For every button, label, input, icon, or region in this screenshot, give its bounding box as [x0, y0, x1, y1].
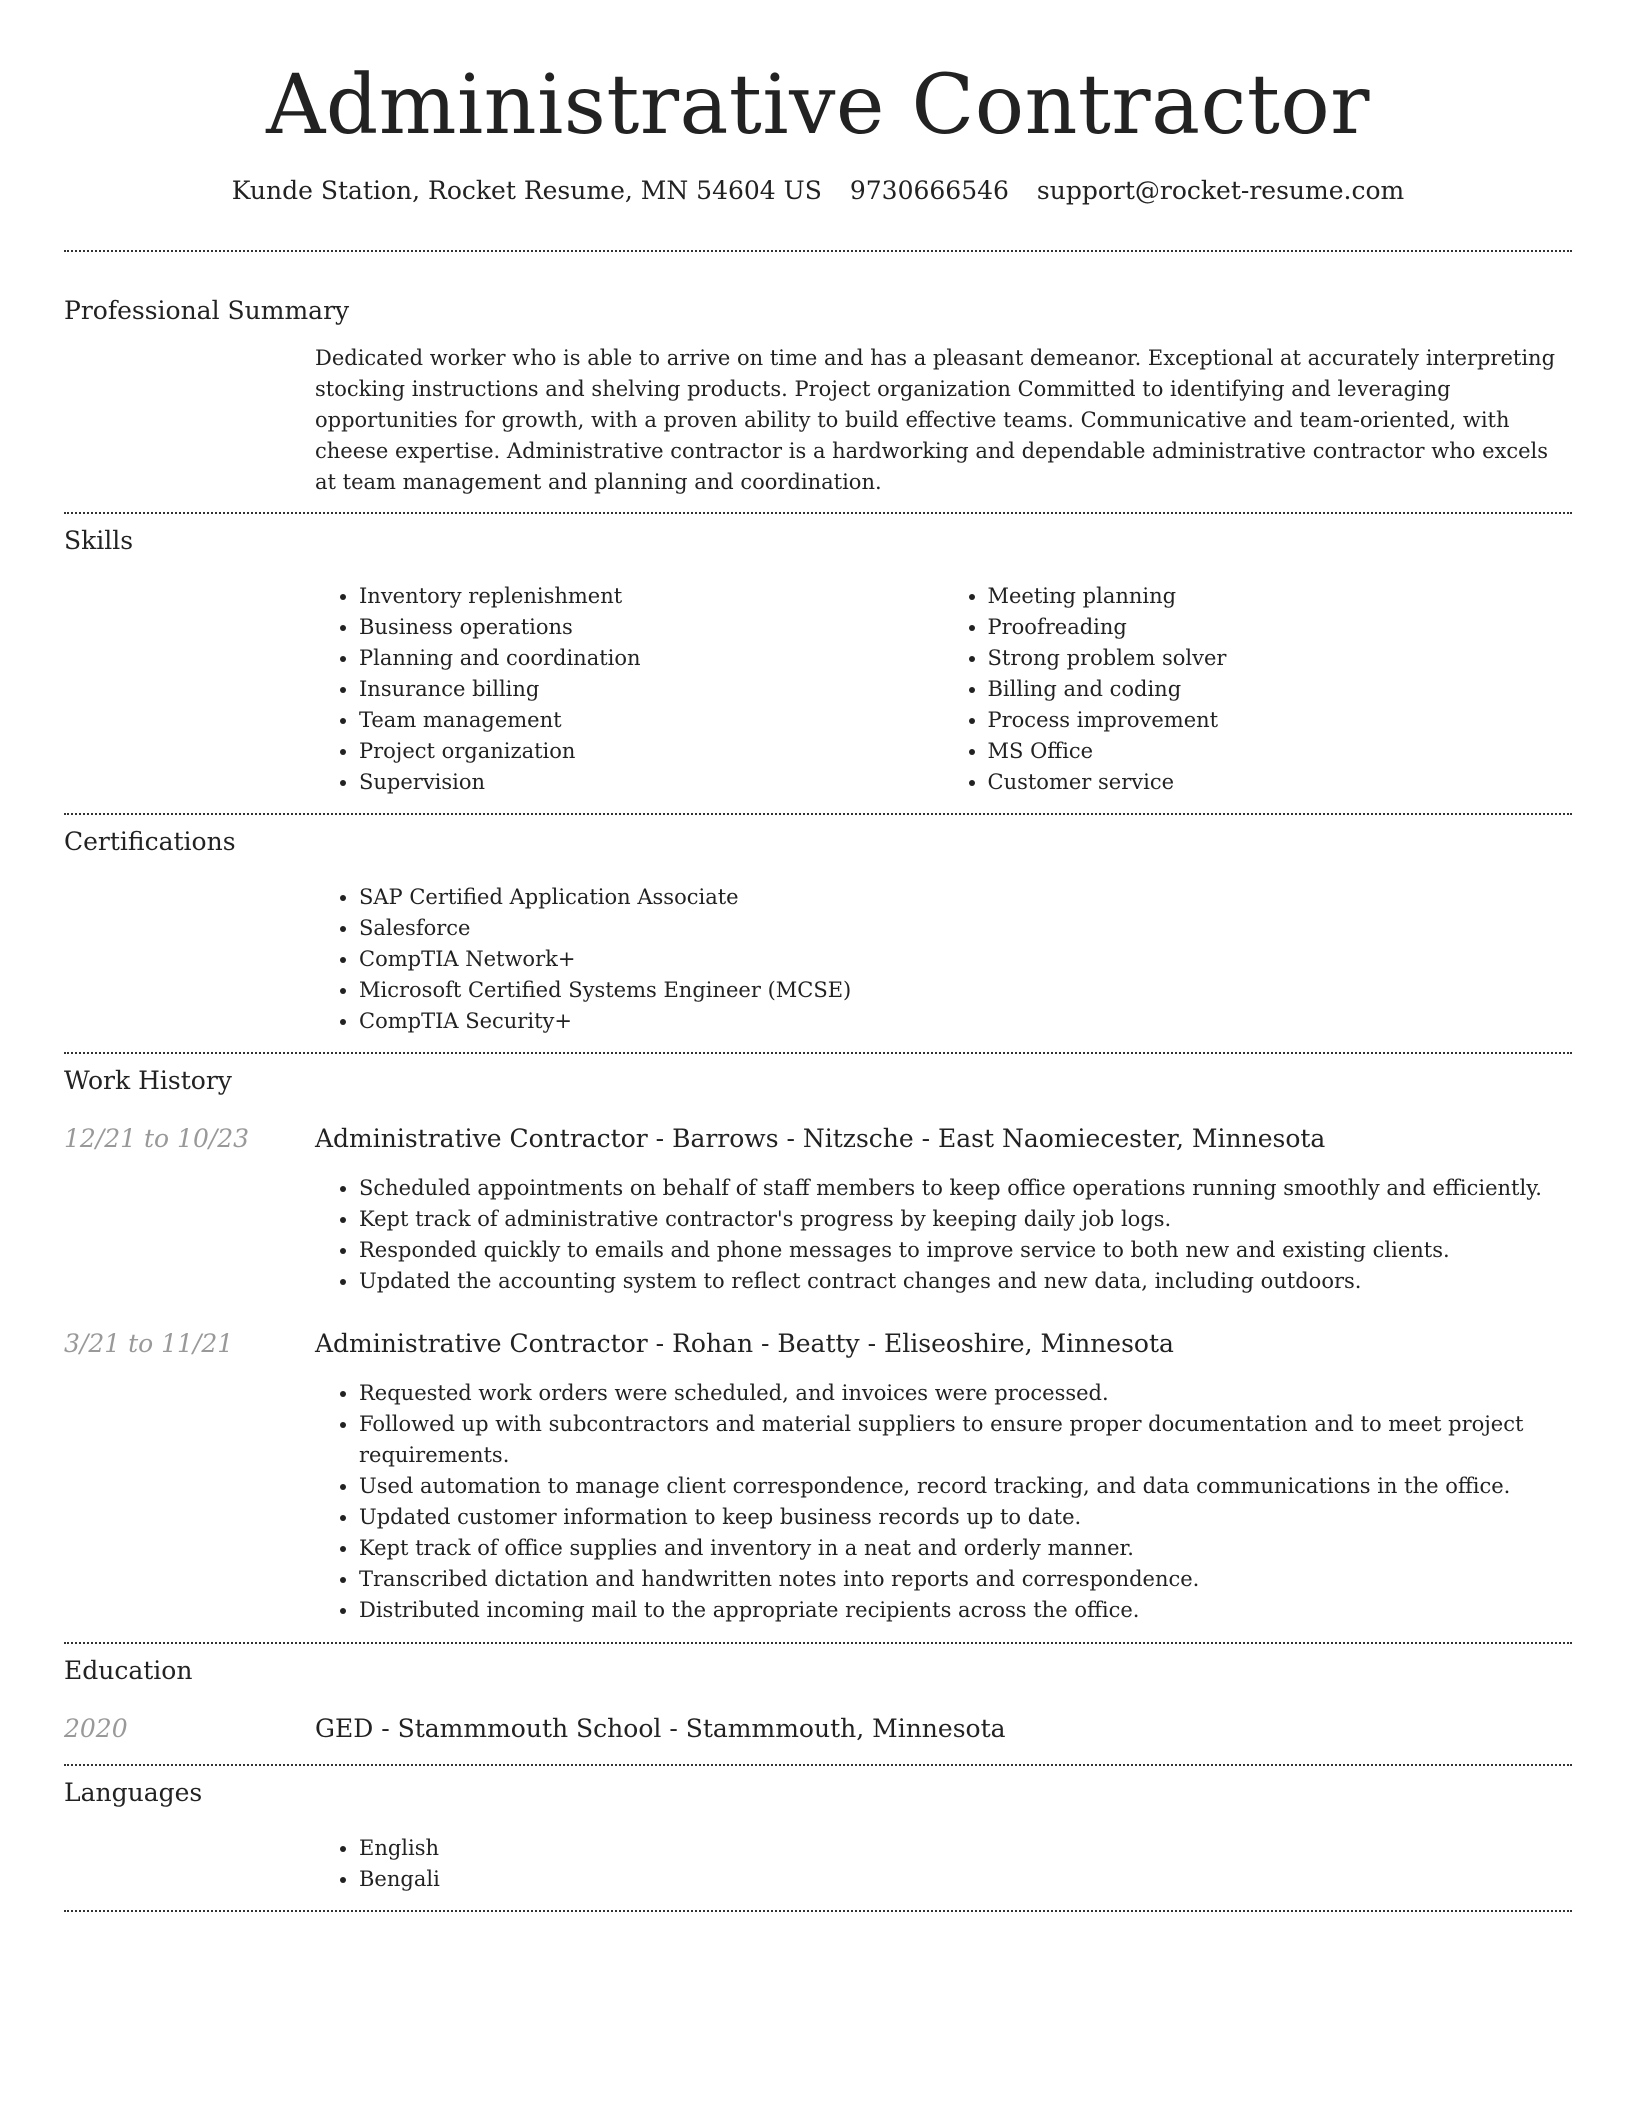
skills-section: [64, 514, 1572, 798]
languages-section: [64, 1766, 1572, 1895]
list-item: • Scheduled appointments on behalf of staff members to keep office operations running smoothly and efficiently.: [359, 1173, 1572, 1204]
list-item: • English: [359, 1833, 1572, 1864]
job-entry: [64, 1124, 1572, 1297]
work-history-heading: Work History: [64, 1066, 232, 1095]
list-item: • Business operations: [359, 612, 944, 643]
certifications-heading: Certifications: [64, 827, 236, 856]
work-history-section: [64, 1054, 1572, 1626]
list-item: • CompTIA Security+: [359, 1006, 1572, 1037]
education-year: 2020: [64, 1714, 128, 1743]
skills-columns: [315, 581, 1572, 798]
candidate-name: Administrative Contractor: [266, 58, 1370, 153]
languages-body: [315, 1833, 1572, 1895]
job-title: Administrative Contractor - Rohan - Beatty - Eliseoshire, Minnesota: [315, 1329, 1174, 1358]
skills-list-left: [315, 581, 944, 798]
list-item: • MS Office: [988, 736, 1573, 767]
job-bullets: [315, 1173, 1572, 1297]
list-item: • Bengali: [359, 1864, 1572, 1895]
list-item: • Kept track of office supplies and inventory in a neat and orderly manner.: [359, 1533, 1572, 1564]
certifications-list: [315, 882, 1572, 1037]
list-item: • Process improvement: [988, 705, 1573, 736]
education-section: [64, 1644, 1572, 1744]
list-item: • Salesforce: [359, 913, 1572, 944]
list-item: • Proofreading: [988, 612, 1573, 643]
skills-heading: Skills: [64, 526, 134, 555]
job-dates: 12/21 to 10/23: [64, 1124, 250, 1153]
job-dates: 3/21 to 11/21: [64, 1329, 234, 1358]
list-item: • Requested work orders were scheduled, and invoices were processed.: [359, 1378, 1572, 1409]
list-item: • Used automation to manage client correspondence, record tracking, and data communications in the office.: [359, 1471, 1572, 1502]
certifications-body: [315, 882, 1572, 1037]
job-bullets: [315, 1378, 1572, 1626]
summary-section: [64, 252, 1572, 498]
list-item: • SAP Certified Application Associate: [359, 882, 1572, 913]
languages-heading: Languages: [64, 1778, 203, 1807]
contact-phone: 9730666546: [849, 176, 1009, 205]
languages-list: [315, 1833, 1572, 1895]
list-item: • Kept track of administrative contractor's progress by keeping daily job logs.: [359, 1204, 1572, 1235]
contact-email: support@rocket-resume.com: [1036, 176, 1405, 205]
education-heading: Education: [64, 1656, 193, 1685]
certifications-section: [64, 815, 1572, 1037]
list-item: • Team management: [359, 705, 944, 736]
list-item: • Followed up with subcontractors and material suppliers to ensure proper documentation and to meet project requirements.: [359, 1409, 1572, 1471]
summary-text: Dedicated worker who is able to arrive on time and has a pleasant demeanor. Exceptional at accurately interpreting stocking instructions and shelving products. Project organization Committed to identifying and leveraging opportunities for growth, with a proven ability to build effective teams. Communicative and team-oriented, with cheese expertise. Administrative contractor is a hardworking and dependable administrative contractor who excels at team management and planning and coordination.: [315, 346, 1556, 494]
list-item: • Supervision: [359, 767, 944, 798]
education-degree: GED - Stammmouth School - Stammmouth, Minnesota: [315, 1714, 1006, 1743]
list-item: • Strong problem solver: [988, 643, 1573, 674]
resume-page: [64, 0, 1572, 1912]
list-item: • Insurance billing: [359, 674, 944, 705]
job-entry: [64, 1329, 1572, 1626]
contact-address: Kunde Station, Rocket Resume, MN 54604 US: [231, 176, 822, 205]
list-item: • Customer service: [988, 767, 1573, 798]
list-item: • CompTIA Network+: [359, 944, 1572, 975]
job-title: Administrative Contractor - Barrows - Nitzsche - East Naomiecester, Minnesota: [315, 1124, 1326, 1153]
education-entry: [64, 1714, 1572, 1744]
summary-heading: Professional Summary: [64, 296, 350, 325]
skills-list-right: [944, 581, 1573, 798]
list-item: • Planning and coordination: [359, 643, 944, 674]
list-item: • Microsoft Certified Systems Engineer (MCSE): [359, 975, 1572, 1006]
list-item: • Transcribed dictation and handwritten notes into reports and correspondence.: [359, 1564, 1572, 1595]
list-item: • Responded quickly to emails and phone messages to improve service to both new and existing clients.: [359, 1235, 1572, 1266]
list-item: • Inventory replenishment: [359, 581, 944, 612]
resume-header: [64, 0, 1572, 206]
list-item: • Project organization: [359, 736, 944, 767]
list-item: • Distributed incoming mail to the appropriate recipients across the office.: [359, 1595, 1572, 1626]
section-divider: [64, 1910, 1572, 1912]
list-item: • Updated customer information to keep business records up to date.: [359, 1502, 1572, 1533]
list-item: • Updated the accounting system to reflect contract changes and new data, including outdoors.: [359, 1266, 1572, 1297]
list-item: • Meeting planning: [988, 581, 1573, 612]
list-item: • Billing and coding: [988, 674, 1573, 705]
contact-line: [64, 176, 1572, 206]
